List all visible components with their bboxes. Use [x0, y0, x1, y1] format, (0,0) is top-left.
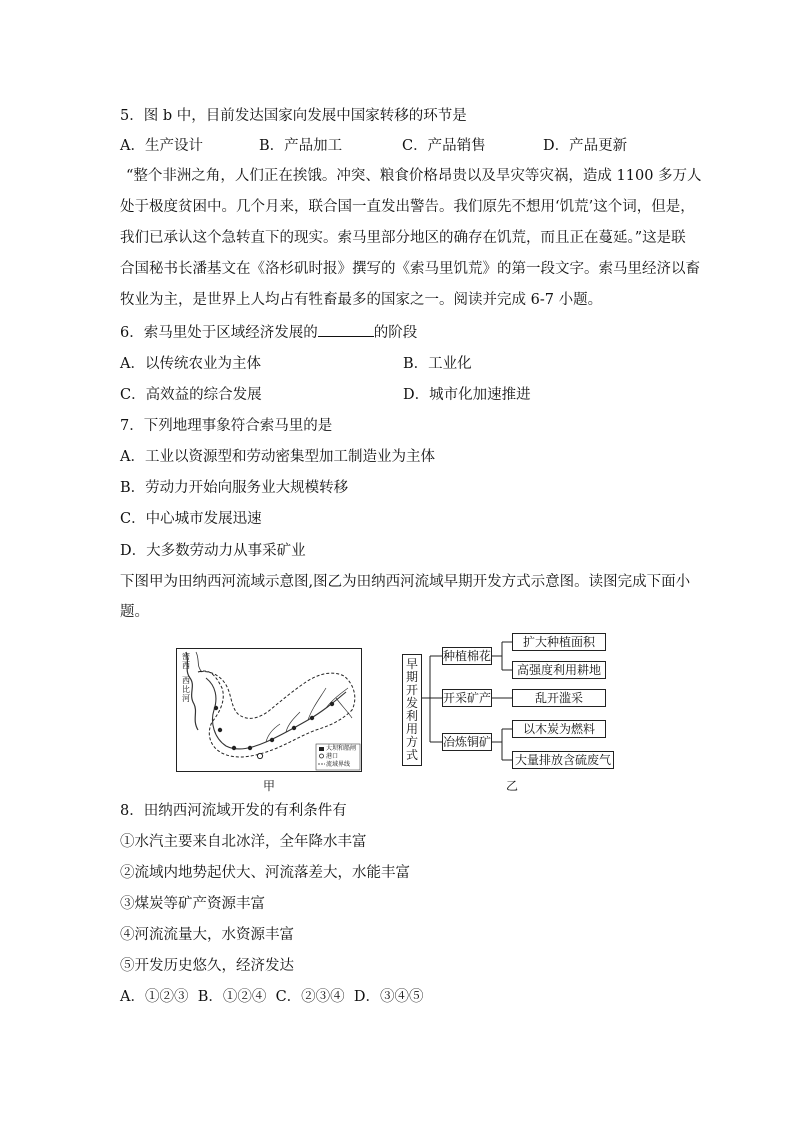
figure-intro-line-2: 题。: [120, 604, 149, 620]
branch-copper-smelting: 冶炼铜矿: [443, 735, 492, 749]
question-6-stem-start: 6．索马里处于区域经济发展的: [120, 325, 318, 341]
question-7-stem: 7．下列地理事象符合索马里的是: [120, 418, 333, 434]
question-5-option-a: A．生产设计: [120, 138, 203, 154]
question-6-option-d: D．城市化加速推进: [403, 387, 531, 403]
map-legend: [326, 745, 356, 769]
question-6-option-b: B．工业化: [403, 356, 472, 372]
root-box-early-development: 早 期 开 发 利 用 方 式: [402, 654, 422, 766]
question-8-item-2: ②流域内地势起伏大、河流落差大，水能丰富: [120, 865, 410, 881]
map-label-mississippi-river: [180, 652, 192, 703]
question-5-stem: 5．图 b 中，目前发达国家向发展中国家转移的环节是: [120, 108, 467, 124]
question-8-options: A．①②③ B．①②④ C．②③④ D．③④⑤: [120, 989, 424, 1005]
passage-line-2: 处于极度贫困中。几个月来，联合国一直发出警告。我们原先不想用‘饥荒’这个词，但是，: [120, 199, 695, 215]
result-charcoal-fuel: 以木炭为燃料: [512, 720, 606, 738]
question-5-option-b: B．产品加工: [259, 138, 343, 154]
question-5-option-c: C．产品销售: [402, 138, 486, 154]
question-8-item-3: ③煤炭等矿产资源丰富: [120, 896, 265, 912]
passage-line-1: “整个非洲之角，人们正在挨饿。冲突、粮食价格昂贵以及旱灾等灾祸，造成 1100 多万人: [126, 168, 702, 184]
question-7-option-a: A．工业以资源型和劳动密集型加工制造业为主体: [120, 449, 435, 465]
figure-yi-caption: 乙: [506, 779, 519, 793]
question-6-stem: [120, 322, 417, 343]
question-7-option-b: B．劳动力开始向服务业大规模转移: [120, 480, 349, 496]
passage-line-4: 合国秘书长潘基文在《洛杉矶时报》撰写的《索马里饥荒》的第一段文字。索马里经济以畜: [120, 261, 700, 277]
question-8-item-5: ⑤开发历史悠久，经济发达: [120, 958, 294, 974]
legend-basin-boundary: 流域界线: [326, 761, 351, 768]
answer-blank: [318, 322, 374, 337]
map-label-char: 比: [182, 685, 190, 694]
passage-line-3: 我们已承认这个急转直下的现实。索马里部分地区的确存在饥荒，而且正在蔓延。”这是联: [120, 230, 686, 246]
result-sulfur-emission: 大量排放含硫废气: [512, 751, 614, 769]
question-6-stem-end: 的阶段: [373, 325, 418, 341]
legend-dam-lock: 大坝和船闸: [326, 745, 357, 752]
question-6-option-a: A．以传统农业为主体: [120, 356, 261, 372]
map-label-char: 密: [182, 652, 190, 661]
question-7-option-d: D．大多数劳动力从事采矿业: [120, 543, 306, 559]
branch-mining: 开采矿产: [443, 691, 492, 705]
question-6-option-c: C．高效益的综合发展: [120, 387, 262, 403]
branch-plant-cotton: 种植棉花: [443, 649, 492, 663]
map-label-char: 西: [182, 676, 190, 685]
question-8-item-1: ①水汽主要来自北冰洋，全年降水丰富: [120, 834, 367, 850]
legend-port: 港口: [326, 753, 339, 760]
tennessee-basin-map: [176, 648, 362, 772]
question-8-stem: 8．田纳西河流域开发的有利条件有: [120, 803, 347, 819]
result-expand-planting: 扩大种植面积: [512, 633, 606, 651]
passage-line-5: 牧业为主，是世界上人均占有牲畜最多的国家之一。阅读并完成 6-7 小题。: [120, 292, 603, 308]
map-label-char: 河: [182, 694, 190, 703]
map-label-char: 西: [182, 661, 190, 670]
figure-jia-caption: 甲: [263, 779, 276, 793]
question-5-option-d: D．产品更新: [543, 138, 628, 154]
development-flow-diagram: [402, 628, 618, 776]
question-7-option-c: C．中心城市发展迅速: [120, 511, 262, 527]
result-intensive-farmland: 高强度利用耕地: [512, 661, 606, 679]
figure-intro-line-1: 下图甲为田纳西河流域示意图,图乙为田纳西河流域早期开发方式示意图。读图完成下面小: [120, 574, 691, 590]
question-8-item-4: ④河流流量大，水资源丰富: [120, 927, 294, 943]
result-indiscriminate-mining: 乱开滥采: [512, 689, 606, 707]
